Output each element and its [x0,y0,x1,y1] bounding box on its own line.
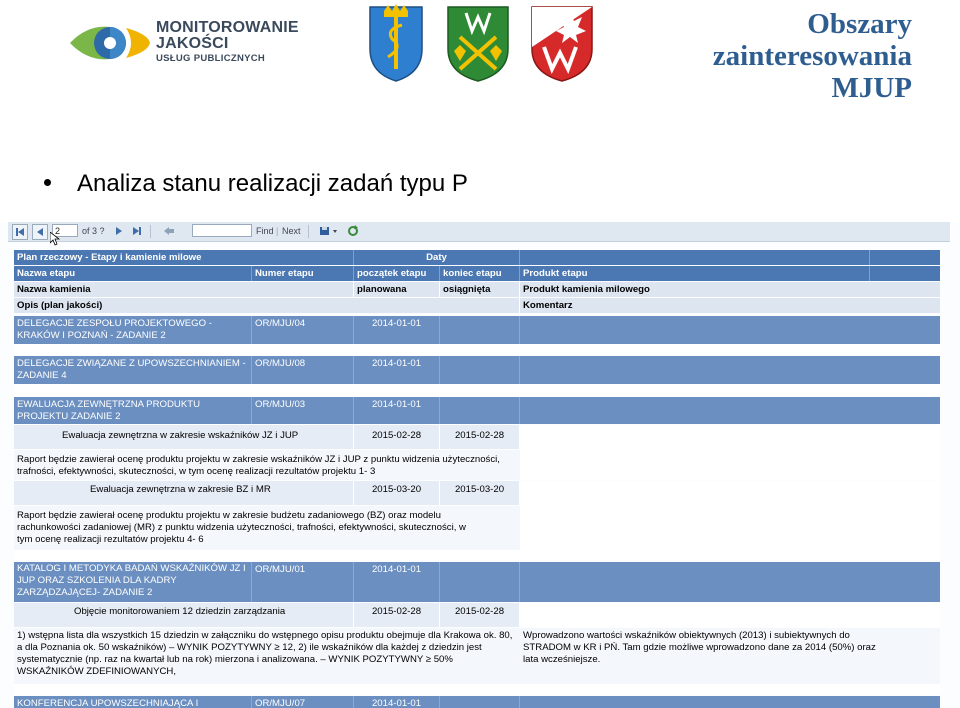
stage-name: DELEGACJE ZWIĄZANE Z UPOWSZECHNIANIEM - ZADANIE 4 [14,356,252,384]
crest-green-icon [446,3,510,83]
milestone-description: 1) wstępna lista dla wszystkich 15 dziedzin w załączniku do wstępnego opisu produktu obejmuje dla Krakowa ok. 80, a dla Poznania ok. 50 wskaźników) – WYNIK POZYTYWNY ≥ 12, 2) ile wskaźników dla każdej z dziedzin jest systematycznie (np. raz na kwartał lub na rok) mierzona i analizowana. – WYNIK POZYTYWNY ≥ 50% WSKAŹNIKÓW ZDEFINIOWANYCH, [14,628,520,684]
description-row [14,628,940,684]
toolbar-divider [150,225,151,238]
header-blank-2 [870,250,940,265]
milestone-name: Ewaluacja zewnętrzna w zakresie BZ i MR [14,481,354,505]
stage-end [440,397,520,424]
refresh-icon[interactable] [346,224,360,238]
eye-logo-icon [66,20,152,66]
stage-row[interactable] [14,316,940,344]
find-separator: | [276,226,279,236]
comment-header: Komentarz [523,300,573,311]
mjup-logo [66,18,299,68]
stage-number: OR/MJU/01 [252,562,354,602]
milestone-description: Raport będzie zawierał ocenę produktu projektu w zakresie budżetu zadaniowego (BZ) oraz modelu rachunkowości zadaniowej (MR) z punktu widzenia użyteczności, trafności, efektywności, skuteczności, w tym ocenę realizacji rezultatów projektu 4- 6 [14,506,520,550]
crest-blue-icon [368,3,424,83]
milestone-row[interactable] [14,481,940,505]
stage-end [440,562,520,602]
stage-name: DELEGACJE ZESPOŁU PROJEKTOWEGO - KRAKÓW I POZNAŃ - ZADANIE 2 [14,316,252,344]
logo-line-1: MONITOROWANIE [156,19,299,36]
stage-name: KATALOG I METODYKA BADAŃ WSKAŹNIKÓW JZ I JUP ORAZ SZKOLENIA DLA KADRY ZARZĄDZAJĄCEJ- ZADANIE 2 [14,562,252,602]
milestone-comment: Wprowadzono wartości wskaźników obiektywnych (2013) i subiektywnych do STRADOM w KR i PŃ. Tam gdzie możliwe wprowadzono dane za 2014 (50%) oraz lata wcześniejsze. [520,628,940,684]
find-next-link[interactable]: Next [282,226,301,236]
stage-row[interactable] [14,397,940,424]
milestone-row[interactable] [14,425,940,449]
bullet-dot-icon [44,179,51,186]
prev-page-button[interactable] [32,224,48,240]
stage-start: 2014-01-01 [354,397,440,424]
spacer-row [14,384,940,397]
toolbar-divider-2 [308,225,309,238]
milestone-planned: 2015-03-20 [354,481,440,505]
page-number-input[interactable]: 2 [52,224,78,237]
col-header-end: koniec etapu [440,266,520,281]
description-header-row [14,298,940,313]
milestone-comment [520,506,940,550]
milestone-row[interactable] [14,603,940,627]
col-header-name: Nazwa etapu [14,266,252,281]
col-header-start: początek etapu [354,266,440,281]
export-icon[interactable] [318,224,340,238]
milestone-achieved: 2015-02-28 [440,425,520,449]
milestone-planned: 2015-02-28 [354,603,440,627]
milestone-product-header: Produkt kamienia milowego [523,284,650,295]
stage-start: 2014-01-01 [354,696,440,708]
stage-product [520,562,940,602]
achieved-header: osiągnięta [440,282,520,297]
milestone-product [520,425,940,449]
milestone-comment [520,450,940,480]
stage-start: 2014-01-01 [354,562,440,602]
col-header-number: Numer etapu [252,266,354,281]
stage-name: EWALUACJA ZEWNĘTRZNA PRODUKTU PROJEKTU ZADANIE 2 [14,397,252,424]
stage-end [440,696,520,708]
bullet-text: Analiza stanu realizacji zadań typu P [77,170,468,197]
stage-name: KONFERENCJA UPOWSZECHNIAJĄCA I [14,696,252,708]
stage-number: OR/MJU/07 [252,696,354,708]
header-blank [520,250,870,265]
logo-wordmark [156,20,299,66]
col-header-product: Produkt etapu [520,266,870,281]
report-viewer [0,222,960,708]
stage-product [520,696,940,708]
stage-end [440,356,520,384]
section-header: Plan rzeczowy - Etapy i kamienie milowe [14,250,354,265]
find-input[interactable] [192,224,252,237]
back-arrow-icon[interactable] [162,224,176,238]
stage-start: 2014-01-01 [354,356,440,384]
last-page-button[interactable] [130,224,144,238]
column-header-row [14,266,940,281]
milestone-product [520,481,940,505]
stage-row[interactable] [14,696,940,708]
col-header-blank [870,266,940,281]
first-page-button[interactable] [12,224,28,240]
slide-title-line-1: Obszary [807,8,912,40]
stage-product [520,397,940,424]
find-link[interactable]: Find [256,226,274,236]
stage-number: OR/MJU/04 [252,316,354,344]
stage-number: OR/MJU/08 [252,356,354,384]
stage-row[interactable] [14,562,940,602]
crest-red-icon [530,3,594,83]
milestone-name-header: Nazwa kamienia [14,282,354,297]
logo-line-3: USŁUG PUBLICZNYCH [156,53,266,64]
stage-row[interactable] [14,356,940,384]
next-page-button[interactable] [112,224,126,238]
milestone-header-row [14,282,940,297]
milestone-achieved: 2015-02-28 [440,603,520,627]
slide-title [713,8,912,104]
stage-end [440,316,520,344]
description-header: Opis (plan jakości) [14,298,520,313]
stage-start: 2014-01-01 [354,316,440,344]
table-header-row [14,250,940,265]
milestone-name: Objęcie monitorowaniem 12 dziedzin zarządzania [14,603,354,627]
planned-header: planowana [354,282,440,297]
milestone-planned: 2015-02-28 [354,425,440,449]
spacer-row [14,344,940,356]
slide-title-line-2: zainteresowania [712,40,912,72]
logo-line-2: JAKOŚCI [156,35,229,52]
daty-header: Daty [354,250,520,265]
milestone-description: Raport będzie zawierał ocenę produktu projektu w zakresie wskaźników JZ i JUP z punktu widzenia użyteczności, trafności, efektywności, skuteczności, w tym ocenę realizacji rezultatów projektu 1- 3 [14,450,520,480]
bullet-item [44,170,468,198]
milestone-achieved: 2015-03-20 [440,481,520,505]
spacer-row [14,550,940,560]
stage-product [520,316,940,344]
description-row [14,450,940,480]
description-row [14,506,940,550]
stage-product [520,356,940,384]
page-count-label: of 3 ? [82,226,105,236]
stage-number: OR/MJU/03 [252,397,354,424]
milestone-name: Ewaluacja zewnętrzna w zakresie wskaźników JZ i JUP [14,425,354,449]
milestone-product [520,603,940,627]
slide-title-line-3: MJUP [831,72,912,104]
report-toolbar [8,222,950,242]
spacer-row [14,684,940,694]
